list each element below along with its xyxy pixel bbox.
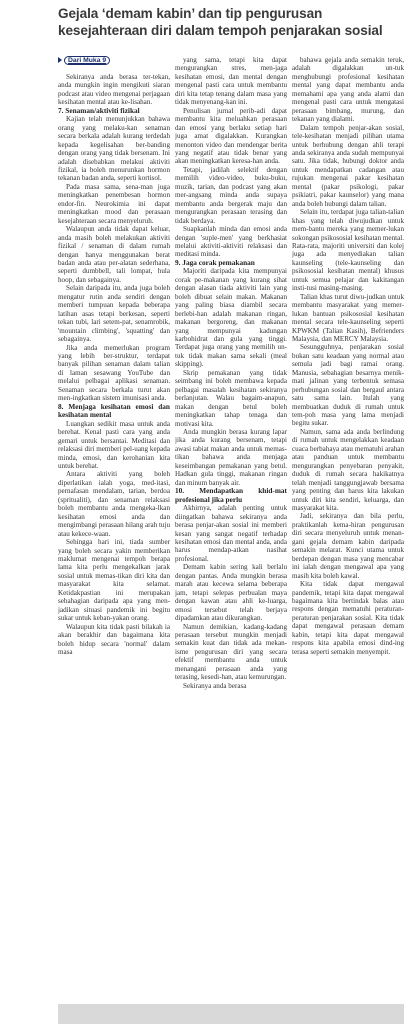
paragraph: Walaupun kita tidak pasti bilakah ia akan berakhir dan bagaimana kita boleh hidup secara 'normal' dalam masa [58, 622, 170, 656]
column-1-content [58, 73, 170, 656]
paragraph: Pada masa sama, sena-man juga meningkatkan penembesan hormon endor-fin. Neurokimia ini dapat meningkatkan mood dan perasaan kesejahteraan secara menyeluruh. [58, 182, 170, 225]
paragraph: Sekiranya anda berasa [183, 681, 247, 690]
paragraph: Talian khas turut diwu-judkan untuk membantu masyarakat yang memer-lukan bantuan psikososial kesihatan mental secara tele-kaunseling seperti KPWKM (Talian Kasih), Befrienders Malaysia, dan MERCY Malaysia. [292, 292, 404, 343]
section-heading: 8. Menjaga kesihatan emosi dan kesihatan mental [58, 401, 170, 420]
column-3-content [292, 56, 404, 656]
column-2-content [175, 56, 287, 690]
section-heading: 7. Senaman/aktiviti fizikal [58, 105, 140, 115]
page-footer-bar [58, 1004, 404, 1024]
paragraph: Namun demikian, kadang-kadang perasaan tersebut mungkin menjadi semakin kuat dan tidak ada mekan-isme pengurusan diri yang secara efektif membantu anda untuk menangani perasaan anda yang terasing, kesedi-han, atau kemurungan. [175, 622, 287, 682]
paragraph: Namun, sama ada anda berlindung di rumah untuk mengelakkan keadaan cuaca berbahaya atau mematuhi arahan atau panduan untuk membantu mengurangkan penyebaran penyakit, duduk di rumah secara hakikatnya telah menjadi tanggungjawab bersama yang penting dan harus kita lakukan untuk diri kita sendiri, keluarga, dan masyarakat kita. [292, 427, 404, 513]
paragraph: Kajian telah menunjukkan bahawa orang yang melaku-kan senaman secara berkala adalah kurang terdedah kepada kegelisahan ber-banding dengan orang yang tidak bersenam. Ini adalah disebabkan melakui aktiviti fizikal, ia boleh menurunkan hormon tekanan badan anda, seperti kortisol. [58, 115, 170, 183]
headline-line-2: kesejahteraan diri dalam tempoh penjarakan sosial [58, 23, 383, 38]
arrow-right-icon [58, 57, 62, 63]
paragraph: Selain itu, terdapat juga talian-talian khas yang telah diwujudkan untuk mem-bantu mereka yang memer-lukan sokongan psikososial kesihatan mental. Rata-rata, majoriti universiti dan kolej juga ada menyediakan talian kaunseling (tele-kaunseling dan psikososial kesihatan mental) khusus untuk semua pelajar dan kakitangan insti-tusi masing-masing. [292, 208, 404, 293]
column-1 [58, 56, 170, 1002]
paragraph: Sesungguhnya, penjarakan sosial bukan satu keadaan yang normal atau semula jadi bagi ramai orang. Manusia, sebahagian besarnya menik-mati jalinan yang terbentuk semasa perhubungan sosial dan bergaul antara satu sama lain. Itulah yang membuatkan duduk di rumah untuk tem-poh masa yang lama menjadi begitu sukar. [292, 343, 404, 428]
paragraph: Sehingga hari ini, tiada sumber yang boleh secara yakin memberikan maklumat mengenai tempoh berapa lama kita perlu mengekalkan jarak sosial untuk memas-tikan diri kita dan masyarakat kita selamat. Ketidakpastian ini merupakan sebahagian daripada apa yang men-jadikan situasi pandemik ini begitu sukar untuk keban-yakan orang. [58, 538, 170, 623]
paragraph: Dalam tempoh penjar-akan sosial, tele-kesihatan menjadi pilihan utama untuk berhubung dengan ahli terapi anda sekiranya anda sudah mempunyai satu. Jika tidak, hubungi doktor anda untuk mendapatkan cadangan atau rujukan mengenai pakar kesihatan mental (pakar psikologi, pakar psikiatri, pakar kaunselor) yang mana anda boleh hubungi dalam talian. [292, 123, 404, 208]
paragraph: bahawa gejala anda semakin teruk, adalah digalakkan un-tuk menghubungi profesional kesihatan mental yang dapat membantu anda memahami apa yang anda alami dan mengenal pasti cara untuk mengatasi perasaan bimbang, murung, dan tekanan yang dialami. [292, 56, 404, 124]
paragraph: Luangkan sedikit masa untuk anda berehat. Kenal pasti cara yang anda gemari untuk bersantai. Meditasi dan relaksasi diri memberi pel-uang kepada minda, emosi, dan kerohanian kita untuk berehat. [58, 419, 170, 470]
paragraph: Jadi, sekiranya dan bila perlu, praktikanlah kema-hiran pengurusan diri secara menyeluruh untuk menan-gani gejala demam kabin daripada semakin melarat. Kunci utama untuk berdepan dengan masa yang mencabar ini ialah dengan mengawal apa yang masih kita boleh kawal. [292, 512, 404, 580]
jump-link[interactable]: Dari Muka 9 [64, 56, 110, 65]
article-headline [58, 5, 404, 39]
paragraph: Kita tidak dapat mengawal pandemik, tetapi kita dapat mengawal bagaimana kita bertindak balas atau respons dengan mematuhi peraturan-peraturan penjarakan sosial. Kita tidak dapat mengawal perasaan demam kabin, tetapi kita dapat mengawal respons kita apabila emosi dind-ing terasa seperti semakin menyempit. [292, 580, 404, 656]
paragraph: Demam kabin sering kali berlalu dengan pantas. Anda mungkin berasa marah atau kecewa selama beberapa jam, tetapi selepas perbualan maya dengan kawan atau ahli ke-luarga, emosi tersebut telah berjaya dipadamkan atau dikurangkan. [175, 563, 287, 623]
paragraph: Walaupun anda tidak dapat keluar, anda masih boleh melakukan aktiviti fizikal / senaman di dalam rumah dengan hanya menggunakan berat badan anda atau per-alatan sederhana, seperti dumbbell, tali lompat, hula hoop, dan sebagainya. [58, 225, 170, 284]
paragraph: Antara aktiviti yang boleh diperlatikan ialah yoga, med-itasi, pernafasan mendalam, tarian, berdoa (spritualiti), dan senaman relaksasi boleh membantu anda mengeka-lkan kesihatan emosi anda dan mengimbangi perasaan hilang arah tuju atau kekece-waan. [58, 470, 170, 538]
paragraph: Tetapi, jadilah selektif dengan memilih video-video, buku-buku, muzik, tarian, dan podcast yang akan mer-angsang minda anda supaya membantu anda bergerak maju dan mengurangkan perasaan terasing dan tidak berdaya. [175, 165, 287, 225]
paragraph: yang sama, tetapi kita dapat mengurangkan stres, men-jaga kesihatan emosi, dan mental dengan mengenal pasti cara untuk membantu diri kita tetap tenang dalam masa yang tidak menyenang-kan ini. [175, 56, 287, 107]
paragraph: Skrip pemakanan yang tidak seimbang ini boleh membawa kepada pelbagai masalah kesihatan sekiranya berlanjutan. Walau bagaim-anapun, makan dengan betul boleh meningkatkan tahap tenaga dan motivasi kita. [175, 368, 287, 428]
paragraph: Suapkanlah minda dan emosi anda dengan 'suple-men' yang berkhasiat melalui aktiviti-aktiviti relaksasi dan meditasi minda. [175, 225, 287, 259]
paragraph: Jika anda memerlukan program yang lebih ber-struktur, terdapat banyak pilihan senaman dalam talian di laman sesawang YouTube dan melalui pelbagai aplikasi senaman. Senaman secara berkala turut akan men-ingkatkan sistem imunisasi anda. [58, 343, 170, 403]
column-3 [292, 56, 404, 1002]
headline-line-1: Gejala ‘demam kabin’ dan tip pengurusan [58, 6, 323, 21]
section-heading: 9. Jaga corak pemakanan [175, 257, 255, 267]
section-heading: 10. Mendapatkan khid-mat profesional jika perlu [175, 486, 287, 504]
article-body [58, 56, 404, 1002]
paragraph: Majoriti daripada kita mempunyai corak pe-makanan yang kurang sihat dengan alasan tiada aktiviti lain yang boleh dibuat selain makan. Makanan yang paling biasa diambil secara berlebi-han adalah makanan ringan, makanan bergoreng, dan makanan yang mempunyai kadungan karbohidrat dan gula yang tinggi. Terdapat juga orang yang memilih un-tuk tidak makan sama sekali (meal skipping). [175, 267, 287, 369]
continued-from-tag[interactable] [58, 57, 110, 65]
column-2 [175, 56, 287, 1002]
paragraph: Akhirnya, adalah penting untuk diingatkan bahawa sekiranya anda berasa penjar-akan sosial ini memberi kesan yang sangat negatif terhadap kesihatan emosi dan mental anda, anda harus mendap-atkan nasihat profesional. [175, 504, 287, 563]
paragraph: Penulisan jurnal perib-adi dapat membantu kita meluahkan perasaan dan emosi yang berlaku setiap hari juga amat digalakkan. Kurangkan menonton video dan mendengar berita yang negatif atau tidak benar yang akan meningkatkan keresa-han anda. [175, 106, 287, 166]
paragraph: Anda mungkin berasa kurang lapar jika anda kurang bersenam, tetapi awasi tabiat makan anda untuk memas-tikan bahawa anda menjaga keseimbangan pemakanan yang betul. Hadkan gula tinggi, makanan ringan dan minum banyak air. [175, 427, 287, 487]
paragraph: Sekiranya anda berasa ter-tekan, anda mungkin ingin mengikuti siaran podcast atau video mengenai perjagaan kesihatan mental atau ke-lisahan. [58, 73, 170, 107]
paragraph: Selain daripada itu, anda juga boleh mengatur rutin anda sendiri dengan memberi tumpuan kepada beberapa latihan asas tetapi berkesan, seperti tekan tubi, lari setem-pat, senamrobik, 'mountain climbing', 'squatting' dan sebagainya. [58, 284, 170, 344]
